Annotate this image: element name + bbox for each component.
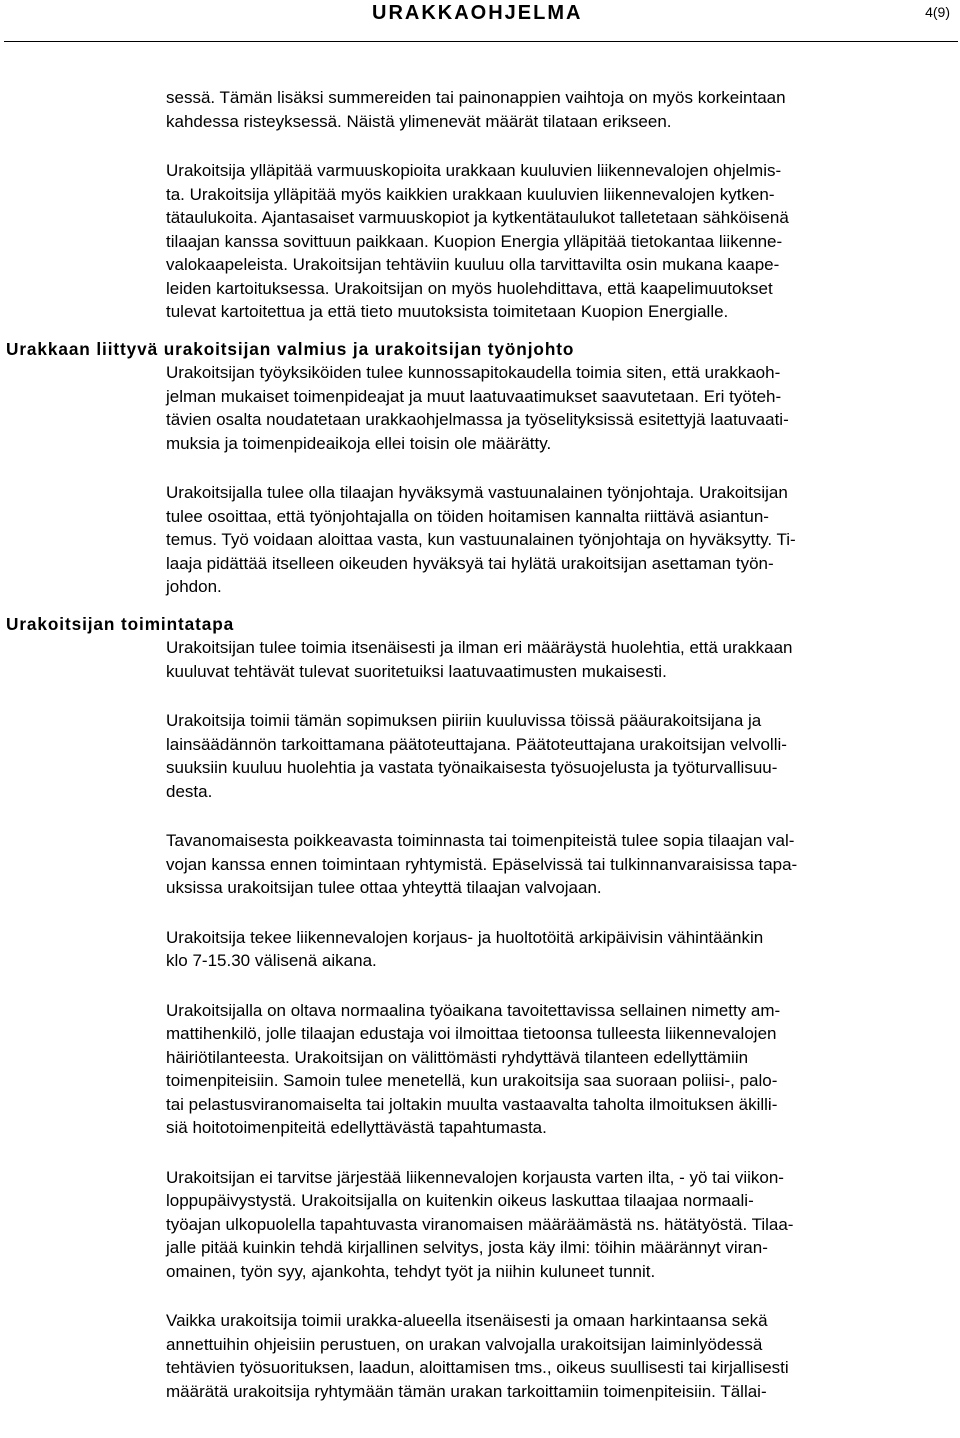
text-line: vojan kanssa ennen toimintaan ryhtymistä. Epäselvissä tai tulkinnanvaraisissa tapa-	[166, 854, 798, 874]
paragraph	[166, 926, 950, 973]
text-line: kahdessa risteyksessä. Näistä ylimenevät määrät tilataan erikseen.	[166, 111, 672, 131]
header-divider	[4, 41, 958, 42]
paragraph	[166, 709, 950, 803]
text-line: Tavanomaisesta poikkeavasta toiminnasta tai toimenpiteistä tulee sopia tilaajan val-	[166, 831, 795, 850]
text-line: Urakoitsijalla tulee olla tilaajan hyväksymä vastuunalainen työnjohtaja. Urakoitsijan	[166, 483, 788, 502]
paragraph	[166, 829, 950, 900]
text-line: johdon.	[166, 577, 222, 596]
text-line: omainen, työn syy, ajankohta, tehdyt työt ja niihin kuluneet tunnit.	[166, 1261, 656, 1281]
document-title: URAKKAOHJELMA	[372, 2, 583, 24]
text-line: Urakoitsijan ei tarvitse järjestää liikennevalojen korjausta varten ilta, - yö tai viikon-	[166, 1167, 784, 1187]
paragraph	[166, 481, 950, 599]
text-line: loppupäivystystä. Urakoitsijalla on kuitenkin oikeus laskuttaa tilaajaa normaali-	[166, 1191, 754, 1210]
text-line: uksissa urakoitsijan tulee ottaa yhteyttä tilaajan valvojaan.	[166, 878, 602, 897]
text-line: valokaapeleista. Urakoitsijan tehtäviin kuuluu olla tarvittavilta osin mukana kaape-	[166, 255, 780, 274]
text-line: Urakoitsijan tulee toimia itsenäisesti ja ilman eri määräystä huolehtia, että urakkaan	[166, 638, 793, 657]
section-heading: Urakkaan liittyvä urakoitsijan valmius ja urakoitsijan työnjohto	[6, 338, 575, 359]
text-line: Urakoitsijan työyksiköiden tulee kunnossapitokaudella toimia siten, että urakkaoh-	[166, 363, 781, 382]
paragraph	[166, 361, 950, 455]
text-line: tulee osoittaa, että työnjohtajalla on töiden hoitamisen kannalta riittävä asiantun-	[166, 506, 769, 526]
paragraph	[166, 1309, 950, 1403]
text-line: häiriötilanteesta. Urakoitsijan on välittömästi ryhdyttävä tilanteen edellyttämiin	[166, 1047, 749, 1067]
text-line: suuksiin kuuluu huolehtia ja vastata työnaikaisesta työsuojelusta ja työturvallisuu-	[166, 758, 778, 777]
paragraph	[166, 999, 950, 1140]
text-line: muksia ja toimenpideaikoja ellei toisin ole määrätty.	[166, 433, 552, 453]
text-line: tätaulukoita. Ajantasaiset varmuuskopiot ja kytkentätaulukot talletetaan sähköisenä	[166, 208, 789, 227]
text-line: jelman mukaiset toimenpideajat ja muut laatuvaatimukset saavutetaan. Eri työteh-	[166, 386, 782, 406]
text-line: laaja pidättää itselleen oikeuden hyväksyä tai hylätä urakoitsijan asettaman työn-	[166, 553, 774, 573]
text-line: klo 7-15.30 välisenä aikana.	[166, 951, 377, 970]
text-line: tai pelastusviranomaiselta tai joltakin muulta vastaavalta taholta ilmoituksen äkilli-	[166, 1094, 778, 1114]
text-line: leiden kartoituksessa. Urakoitsijan on myös huolehdittava, että kaapelimuutokset	[166, 278, 773, 298]
text-line: mattihenkilö, jolle tilaajan edustaja voi ilmoittaa tietoonsa tulleesta liikennevalojen	[166, 1024, 777, 1043]
text-line: sessä. Tämän lisäksi summereiden tai painonappien vaihtoja on myös korkeintaan	[166, 88, 786, 107]
text-line: kuuluvat tehtävät tulevat suoritetuiksi laatuvaatimusten mukaisesti.	[166, 661, 667, 681]
paragraph	[166, 1166, 950, 1284]
text-line: tehtävien työsuorituksen, laadun, aloittamisen tms., oikeus suullisesti tai kirjallisesti	[166, 1358, 789, 1377]
text-line: tilaajan kanssa sovittuun paikkaan. Kuopion Energia ylläpitää tietokantaa liikenne-	[166, 231, 783, 251]
text-line: toimenpiteisiin. Samoin tulee menetellä, kun urakoitsija saa suoraan poliisi-, palo-	[166, 1071, 778, 1090]
text-line: Urakoitsija tekee liikennevalojen korjaus- ja huoltotöitä arkipäivisin vähintäänkin	[166, 927, 764, 947]
section-heading: Urakoitsijan toimintatapa	[6, 613, 235, 634]
text-line: Vaikka urakoitsija toimii urakka-alueella itsenäisesti ja omaan harkintaansa sekä	[166, 1311, 768, 1330]
document-body	[0, 86, 960, 1403]
paragraph	[166, 159, 950, 324]
text-line: annettuihin ohjeisiin perustuen, on urakan valvojalla urakoitsijan laiminlyödessä	[166, 1334, 763, 1354]
page-header	[0, 0, 960, 44]
text-line: jalle pitää kuinkin tehdä kirjallinen selvitys, josta käy ilmi: töihin määrännyt viran-	[166, 1238, 768, 1257]
text-line: Urakoitsija toimii tämän sopimuksen piiriin kuuluvissa töissä pääurakoitsijana ja	[166, 711, 762, 730]
text-line: temus. Työ voidaan aloittaa vasta, kun vastuunalainen työnjohtaja on hyväksytty. Ti-	[166, 530, 796, 549]
paragraph	[166, 86, 950, 133]
text-line: määrätä urakoitsija ryhtymään tämän urakan tarkoittamiin toimenpiteisiin. Tällai-	[166, 1381, 767, 1401]
text-line: Urakoitsija ylläpitää varmuuskopioita urakkaan kuuluvien liikennevalojen ohjelmis-	[166, 161, 782, 180]
text-line: työajan ulkopuolella tapahtuvasta viranomaisen määräämästä ns. hätätyöstä. Tilaa-	[166, 1214, 794, 1234]
text-line: desta.	[166, 781, 213, 801]
page-number: 4(9)	[925, 4, 950, 20]
text-line: ta. Urakoitsija ylläpitää myös kaikkien urakkaan kuuluvien liikennevalojen kytken-	[166, 184, 775, 204]
text-line: siä hoitotoimenpiteitä edellyttävästä tapahtumasta.	[166, 1118, 547, 1137]
text-line: lainsäädännön tarkoittamana päätoteuttajana. Päätoteuttajana urakoitsijan velvolli-	[166, 734, 787, 754]
text-line: tulevat kartoitettua ja että tieto muutoksista toimitetaan Kuopion Energialle.	[166, 302, 729, 321]
text-line: tävien osalta noudatetaan urakkaohjelmassa ja työselityksissä esitettyjä laatuvaati-	[166, 410, 789, 429]
text-line: Urakoitsijalla on oltava normaalina työaikana tavoitettavissa sellainen nimetty am-	[166, 1000, 781, 1020]
paragraph	[166, 636, 950, 683]
